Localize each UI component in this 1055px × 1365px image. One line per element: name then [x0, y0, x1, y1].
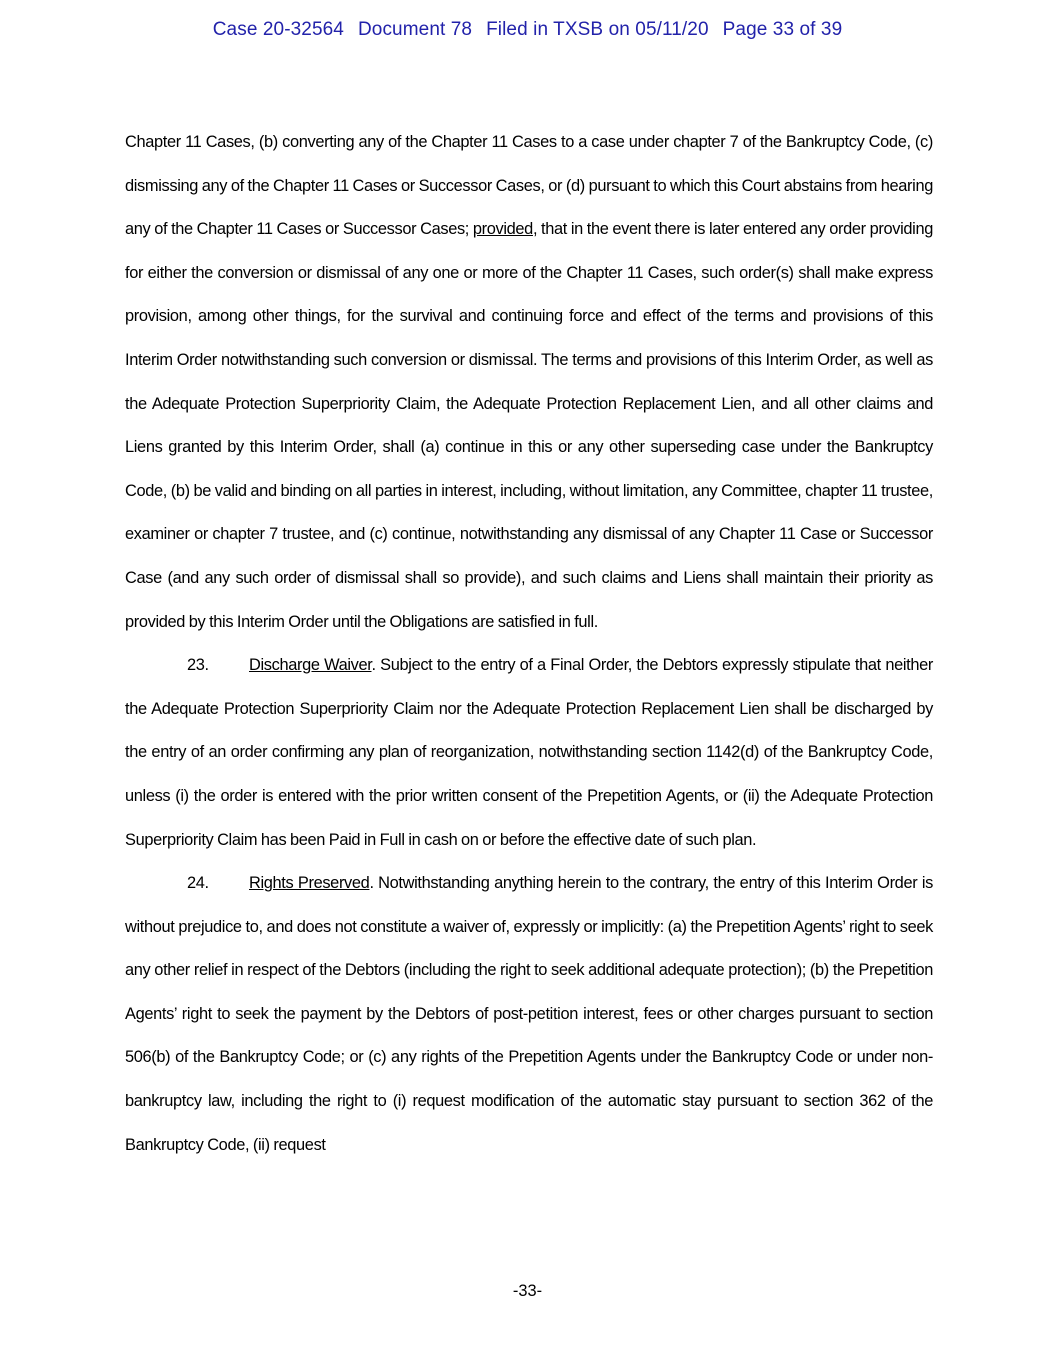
ecf-header	[0, 19, 1055, 41]
filed-date: Filed in TXSB on 05/11/20	[486, 19, 709, 40]
case-number: Case 20-32564	[212, 19, 344, 40]
paragraph-24-number: 24.	[187, 874, 209, 893]
continuation-text-part1: Chapter 11 Cases, (b) converting any of the Chapter 11 Cases to a case under chapter 7 of the Bankruptcy Code, (c) dismissing any of the Chapter 11 Cases or Successor Cases, or (d) pursuant to which this Court abstains from hearing any of the Chapter 11 Cases or Successor Cases;	[125, 133, 933, 239]
document-body	[125, 121, 933, 1167]
paragraph-23-number: 23.	[187, 656, 209, 675]
paragraph-23-heading: Discharge Waiver	[249, 656, 372, 675]
continuation-paragraph	[125, 121, 933, 644]
paragraph-23-text: . Subject to the entry of a Final Order, the Debtors expressly stipulate that neither the Adequate Protection Superpriority Claim nor the Adequate Protection Replacement Lien shall be discharged by the entry of an order confirming any plan of reorganization, notwithstanding section 1142(d) of the Bankruptcy Code, unless (i) the order is entered with the prior written consent of the Prepetition Agents, or (ii) the Adequate Protection Superpriority Claim has been Paid in Full in cash on or before the effective date of such plan.	[125, 656, 934, 849]
continuation-text-part2: , that in the event there is later entered any order providing for either the conversion or dismissal of any one or more of the Chapter 11 Cases, such order(s) shall make express provision, among other things, for the survival and continuing force and effect of the terms and provisions of this Interim Order notwithstanding such conversion or dismissal. The terms and provisions of this Interim Order, as well as the Adequate Protection Superpriority Claim, the Adequate Protection Replacement Lien, and all other claims and Liens granted by this Interim Order, shall (a) continue in this or any other superseding case under the Bankruptcy Code, (b) be valid and binding on all parties in interest, including, without limitation, any Committee, chapter 11 trustee, examiner or chapter 7 trustee, and (c) continue, notwithstanding any dismissal of any Chapter 11 Case or Successor Case (and any such order of dismissal shall so provide), and such claims and Liens shall maintain their priority as provided by this Interim Order until the Obligations are satisfied in full.	[125, 220, 933, 631]
paragraph-24	[125, 862, 933, 1167]
paragraph-24-heading: Rights Preserved	[249, 874, 370, 893]
paragraph-23	[125, 644, 933, 862]
provided-term: provided	[472, 220, 533, 239]
page-number: -33-	[512, 1282, 543, 1300]
page-count: Page 33 of 39	[722, 19, 843, 40]
paragraph-24-text: . Notwithstanding anything herein to the contrary, the entry of this Interim Order is without prejudice to, and does not constitute a waiver of, expressly or implicitly: (a) the Prepetition Agents’ right to seek any other relief in respect of the Debtors (including the right to seek additional adequate protection); (b) the Prepetition Agents’ right to seek the payment by the Debtors of post-petition interest, fees or other charges pursuant to section 506(b) of the Bankruptcy Code; or (c) any rights of the Prepetition Agents under the Bankruptcy Code or under non-bankruptcy law, including the right to (i) request modification of the automatic stay pursuant to section 362 of the Bankruptcy Code, (ii) request	[125, 874, 933, 1154]
document-number: Document 78	[357, 19, 473, 40]
